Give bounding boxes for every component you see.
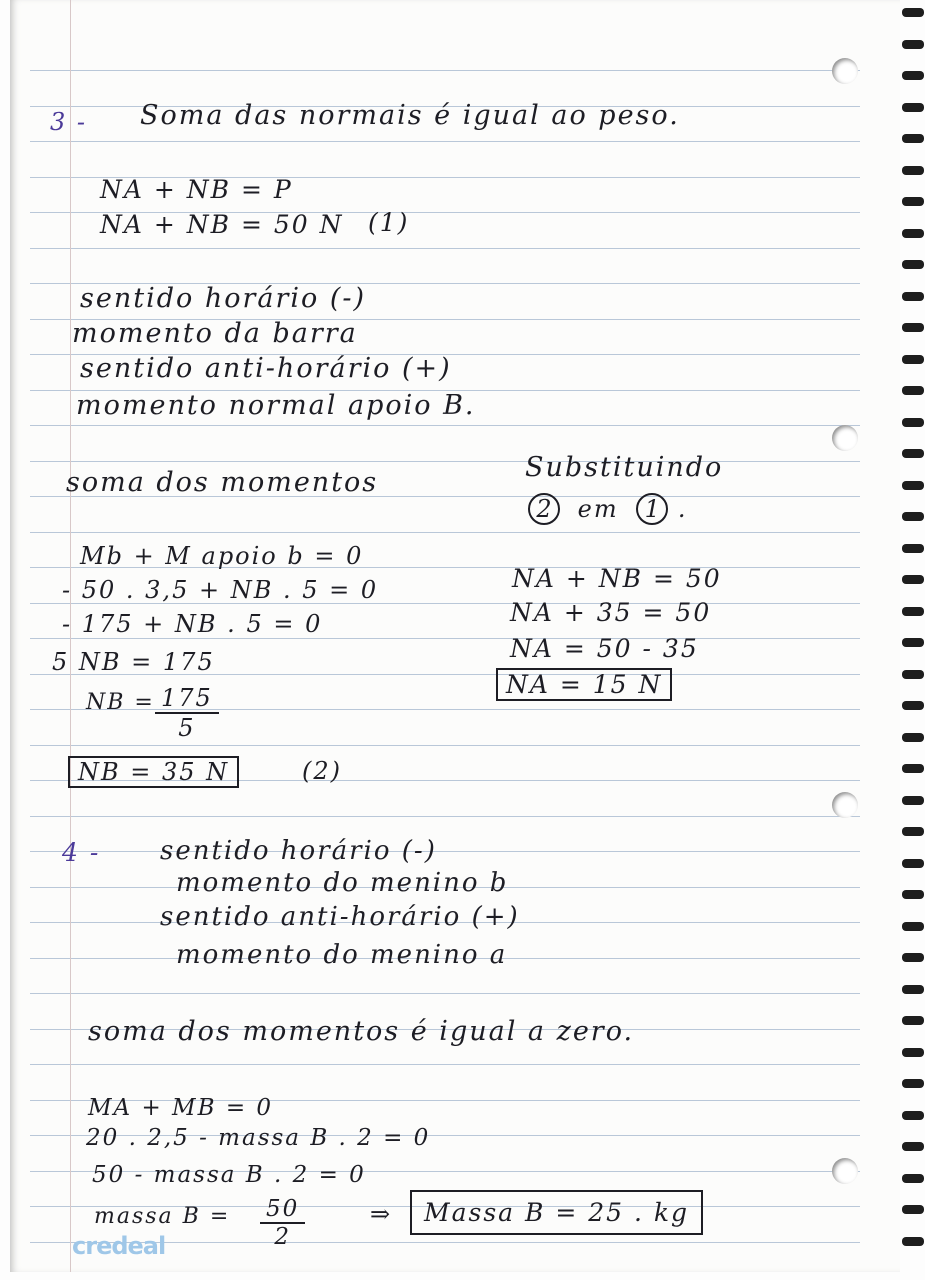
substitution-ref bbox=[528, 493, 688, 525]
punch-hole bbox=[832, 58, 858, 84]
calc-line: 50 - massa B . 2 = 0 bbox=[92, 1162, 366, 1188]
spiral-ring bbox=[902, 890, 924, 899]
calc-line: NA = 50 - 35 bbox=[510, 634, 699, 663]
spiral-ring bbox=[902, 260, 924, 269]
ruled-line bbox=[30, 638, 860, 639]
spiral-ring bbox=[902, 229, 924, 238]
calc-line: 5 NB = 175 bbox=[52, 648, 215, 676]
spiral-ring bbox=[902, 8, 924, 17]
spiral-ring bbox=[902, 166, 924, 175]
spiral-ring bbox=[902, 1016, 924, 1025]
equation-line: NA + NB = 50 N bbox=[100, 210, 344, 239]
spiral-ring bbox=[902, 575, 924, 584]
spiral-ring bbox=[902, 40, 924, 49]
spiral-ring bbox=[902, 733, 924, 742]
ruled-line bbox=[30, 993, 860, 994]
spiral-ring bbox=[902, 103, 924, 112]
ruled-line bbox=[30, 745, 860, 746]
fraction-numerator: 175 bbox=[155, 684, 219, 714]
ruled-line bbox=[30, 816, 860, 817]
note-line: sentido horário (-) bbox=[160, 836, 437, 866]
ruled-line bbox=[30, 461, 860, 462]
punch-hole bbox=[832, 1158, 858, 1184]
calc-line: - 50 . 3,5 + NB . 5 = 0 bbox=[62, 576, 379, 604]
ruled-line bbox=[30, 851, 860, 852]
spiral-ring bbox=[902, 71, 924, 80]
calc-line: NA + 35 = 50 bbox=[510, 598, 712, 627]
spiral-ring bbox=[902, 481, 924, 490]
ruled-line bbox=[30, 532, 860, 533]
spiral-ring bbox=[902, 1048, 924, 1057]
spiral-ring bbox=[902, 323, 924, 332]
nb-result-box: NB = 35 N bbox=[68, 756, 239, 788]
note-line: momento da barra bbox=[72, 318, 358, 349]
punch-hole bbox=[832, 792, 858, 818]
spiral-ring bbox=[902, 859, 924, 868]
substitution-title: Substituindo bbox=[525, 452, 724, 483]
spiral-ring bbox=[902, 134, 924, 143]
note-line: sentido horário (-) bbox=[80, 283, 367, 314]
spiral-ring bbox=[902, 1205, 924, 1214]
calc-line: NA + NB = 50 bbox=[512, 564, 722, 593]
punch-hole bbox=[832, 425, 858, 451]
calc-line: MA + MB = 0 bbox=[88, 1095, 274, 1121]
spiral-ring bbox=[902, 197, 924, 206]
calc-line: 20 . 2,5 - massa B . 2 = 0 bbox=[86, 1125, 431, 1151]
spiral-ring bbox=[902, 985, 924, 994]
spiral-ring bbox=[902, 292, 924, 301]
spiral-ring bbox=[902, 827, 924, 836]
spiral-ring bbox=[902, 544, 924, 553]
spiral-ring bbox=[902, 796, 924, 805]
ruled-line bbox=[30, 248, 860, 249]
equation-tag: (2) bbox=[302, 757, 342, 785]
fraction-denominator: 5 bbox=[178, 714, 196, 742]
na-result-box: NA = 15 N bbox=[496, 668, 672, 701]
note-line: momento normal apoio B. bbox=[76, 390, 476, 421]
ruled-line bbox=[30, 70, 860, 71]
ruled-line bbox=[30, 141, 860, 142]
note-line: sentido anti-horário (+) bbox=[80, 353, 452, 384]
spiral-ring bbox=[902, 701, 924, 710]
spiral-ring bbox=[902, 638, 924, 647]
fraction-numerator: 50 bbox=[260, 1196, 305, 1224]
spiral-ring bbox=[902, 386, 924, 395]
circled-ref: 2 bbox=[528, 493, 560, 525]
section-number-3: 3 - bbox=[50, 108, 88, 136]
moments-title: soma dos momentos bbox=[66, 467, 379, 498]
mass-result-box: Massa B = 25 . kg bbox=[410, 1190, 703, 1235]
spiral-ring bbox=[902, 1237, 924, 1246]
substitution-end: . bbox=[677, 495, 688, 523]
ruled-line bbox=[30, 1064, 860, 1065]
note-line: momento do menino b bbox=[176, 868, 509, 898]
spiral-ring bbox=[902, 355, 924, 364]
spiral-ring bbox=[902, 607, 924, 616]
mass-label: massa B = bbox=[94, 1204, 231, 1229]
spiral-ring bbox=[902, 1111, 924, 1120]
equation-line: NA + NB = P bbox=[100, 175, 293, 204]
spiral-ring bbox=[902, 449, 924, 458]
spiral-ring bbox=[902, 418, 924, 427]
substitution-word: em bbox=[577, 495, 619, 523]
spiral-ring bbox=[902, 953, 924, 962]
section3-heading: Soma das normais é igual ao peso. bbox=[140, 100, 680, 131]
spiral-ring bbox=[902, 512, 924, 521]
ruled-line bbox=[30, 425, 860, 426]
note-line: momento do menino a bbox=[176, 940, 508, 970]
note-line: sentido anti-horário (+) bbox=[160, 902, 520, 932]
mass-fraction bbox=[260, 1196, 305, 1250]
nb-fraction bbox=[155, 684, 219, 742]
spiral-ring bbox=[902, 764, 924, 773]
calc-line: - 175 + NB . 5 = 0 bbox=[62, 610, 323, 638]
spiral-ring bbox=[902, 922, 924, 931]
calc-line: Mb + M apoio b = 0 bbox=[80, 542, 364, 570]
section-number-4: 4 - bbox=[62, 838, 101, 867]
sum-title: soma dos momentos é igual a zero. bbox=[88, 1016, 635, 1047]
spiral-ring bbox=[902, 1174, 924, 1183]
circled-ref: 1 bbox=[636, 493, 668, 525]
spiral-ring bbox=[902, 670, 924, 679]
equation-tag: (1) bbox=[368, 208, 410, 237]
nb-label: NB = bbox=[86, 690, 155, 715]
brand-logo: credeal bbox=[72, 1232, 166, 1260]
implies-arrow: ⇒ bbox=[370, 1200, 391, 1228]
spiral-ring bbox=[902, 1079, 924, 1088]
fraction-denominator: 2 bbox=[274, 1224, 291, 1250]
spiral-ring bbox=[902, 1142, 924, 1151]
